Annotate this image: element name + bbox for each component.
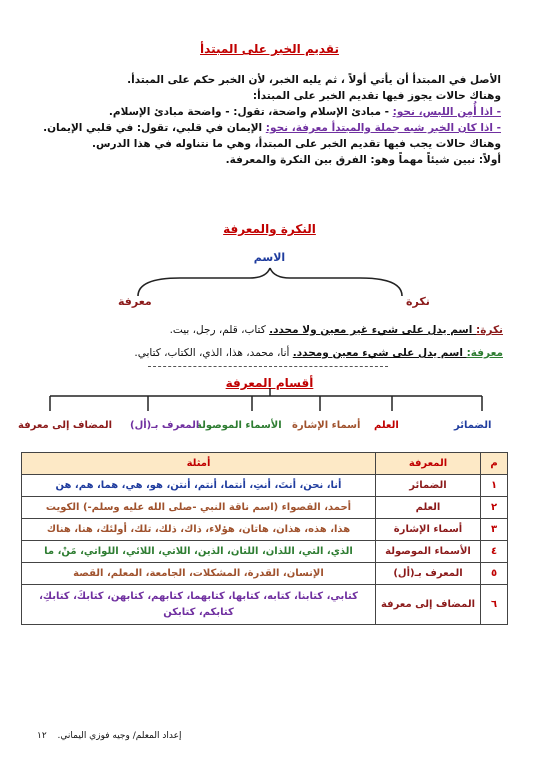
- dotted-divider: [148, 366, 388, 367]
- section1-body: [31, 72, 501, 168]
- section3-title: أقسام المعرفة: [225, 376, 314, 390]
- intro-line-1: الأصل في المبتدأ أن يأتي أولاً ، ثم يليه الخبر، لأن الخبر حكم على المبتدأ.: [127, 74, 501, 86]
- marifa-examples: أنا، محمد، هذا، الذي، الكتاب، كتابي.: [134, 347, 293, 359]
- table-row: [22, 563, 508, 585]
- table-header-row: [22, 453, 508, 475]
- category-relatives: الأسماء الموصولة: [196, 420, 282, 431]
- branch-nakira: نكرة: [406, 295, 430, 308]
- row-examples: الإنسان، القدرة، المشكلات، الجامعة، المعلم، القصة: [22, 563, 376, 585]
- case-1-lead: - اذا أُمِن اللبس، نحو:: [392, 106, 501, 118]
- intro-line-2: وهناك حالات يجوز فيها تقديم الخبر على المبتدأ:: [252, 90, 501, 102]
- table-row: [22, 497, 508, 519]
- header-examples: أمثلة: [22, 453, 376, 475]
- nakira-examples: كتاب، قلم، رجل، بيت.: [169, 324, 270, 336]
- footer: [37, 731, 181, 741]
- category-definite-al: المعرف بـ(أل): [130, 420, 200, 431]
- row-examples: كتابي، كتابنا، كتابه، كتابها، كتابهما، كتابهم، كتابهن، كتابكَ، كتابكِ، كتابكم، كتابكن: [22, 585, 376, 625]
- category-demonstratives: أسماء الإشارة: [292, 420, 361, 431]
- row-examples: أحمد، القصواء (اسم ناقة النبي -صلى الله عليه وسلم-) الكويت: [22, 497, 376, 519]
- table-row: [22, 541, 508, 563]
- row-num: ٣: [481, 519, 508, 541]
- row-name: المضاف إلى معرفة: [376, 585, 481, 625]
- row-name: العلم: [376, 497, 481, 519]
- section1-title: تقديم الخبر على المبتدأ: [200, 42, 339, 56]
- row-name: الأسماء الموصولة: [376, 541, 481, 563]
- case-2-lead: - اذا كان الخبر شبه جملة والمبتدأ معرفة، نحو:: [265, 122, 501, 134]
- row-examples: هذا، هذه، هذان، هاتان، هؤلاء، ذاك، ذلك، تلك، أولئك، هنا، هناك: [22, 519, 376, 541]
- brace-left-arm: [138, 268, 270, 296]
- footer-author: إعداد المعلم/ وجيه فوزي اليماني.: [57, 731, 182, 741]
- row-name: أسماء الإشارة: [376, 519, 481, 541]
- category-proper-nouns: العلم: [374, 420, 399, 431]
- intro-line-5: وهناك حالات يجب فيها تقديم الخبر على المبتدأ، وهي ما نتناوله في هذا الدرس.: [91, 138, 501, 150]
- row-num: ٦: [481, 585, 508, 625]
- categories-tree: [0, 388, 539, 414]
- row-num: ١: [481, 475, 508, 497]
- table-row: [22, 585, 508, 625]
- table-row: [22, 519, 508, 541]
- marifa-def: اسم يدل على شيء معين ومحدد.: [292, 347, 467, 359]
- table-row: [22, 475, 508, 497]
- row-num: ٤: [481, 541, 508, 563]
- row-examples: الذي، التي، اللذان، اللتان، الذين، اللاتي، اللائي، اللواتي، مَنْ، ما: [22, 541, 376, 563]
- nakira-definition: [170, 318, 503, 337]
- row-name: الضمائر: [376, 475, 481, 497]
- row-num: ٥: [481, 563, 508, 585]
- header-num: م: [481, 453, 508, 475]
- branch-marifa: معرفة: [118, 295, 152, 308]
- page-number: ١٢: [37, 731, 47, 741]
- nakira-def: اسم يدل على شيء غير معين ولا محدد.: [269, 324, 477, 336]
- case-2-rest: الإيمان في قلبي، تقول: في قلبي الإيمان.: [43, 122, 266, 134]
- definites-table: [21, 452, 508, 625]
- row-name: المعرف بـ(أل): [376, 563, 481, 585]
- case-2: [31, 120, 501, 136]
- section2-title: النكرة والمعرفة: [223, 222, 316, 236]
- category-pronouns: الضمائر: [454, 420, 492, 431]
- header-name: المعرفة: [376, 453, 481, 475]
- category-annexed: المضاف إلى معرفة: [18, 420, 113, 431]
- row-examples: أنا، نحن، أنتَ، أنتِ، أنتما، أنتم، أنتن، هو، هي، هما، هم، هن: [22, 475, 376, 497]
- brace-diagram: [120, 266, 420, 298]
- row-num: ٢: [481, 497, 508, 519]
- root-label: الاسم: [253, 251, 286, 264]
- case-1: [31, 104, 501, 120]
- marifa-definition: [134, 341, 503, 360]
- intro-line-6: أولاً: نبين شيئاً مهماً وهو: الفرق بين النكرة والمعرفة.: [225, 154, 501, 166]
- brace-right-arm: [270, 268, 402, 296]
- marifa-label: معرفة:: [466, 347, 503, 359]
- case-1-rest: - مبادئ الإسلام واضحة، تقول: - واضحة مبادئ الإسلام.: [108, 106, 393, 118]
- nakira-label: نكرة:: [476, 324, 503, 336]
